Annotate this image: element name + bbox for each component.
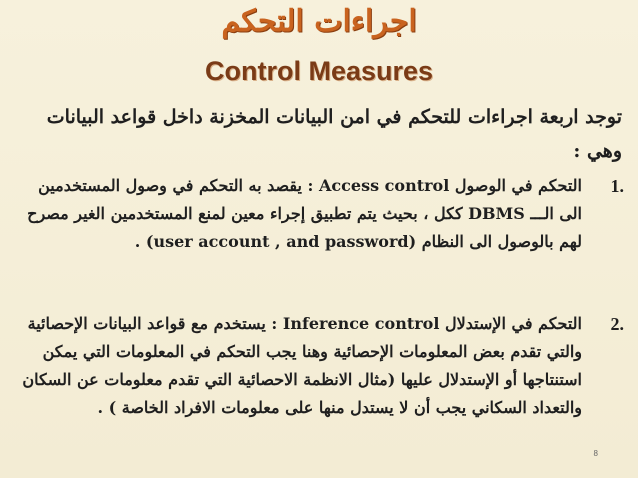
page-number: 8 — [593, 449, 598, 458]
list-item-access-control — [16, 172, 622, 256]
list-item-inference-control — [16, 310, 622, 422]
slide-title-english: Control Measures — [204, 56, 434, 86]
slide-title-arabic: اجراءات التحكم — [221, 4, 417, 39]
list-item-number: 1. — [610, 176, 624, 196]
list-item-number: 2. — [610, 314, 624, 334]
intro-paragraph: توجد اربعة اجراءات للتحكم في امن البيانات المخزنة داخل قواعد البيانات وهي : — [46, 106, 622, 162]
list-item-text: التحكم في الوصول Access control : يقصد به التحكم في وصول المستخدمين الى الـــ DBMS ككل ، بحيث يتم تطبيق إجراء معين لمنع المستخدمين الغير مصرح لهم بالوصول الى النظام (user account , and password) . — [27, 176, 582, 251]
list-item-text: التحكم في الإستدلال Inference control : يستخدم مع قواعد البيانات الإحصائية والتي تقدم بعض المعلومات الإحصائية وهنا يجب التحكم في المعلومات التي يمكن استنتاجها أو الإستدلال عليها (مثال الانظمة الاحصائية التي تقدم معلومات عن السكان والتعداد السكاني يجب أن لا يستدل منها على معلومات الافراد الخاصة ) . — [22, 314, 582, 417]
